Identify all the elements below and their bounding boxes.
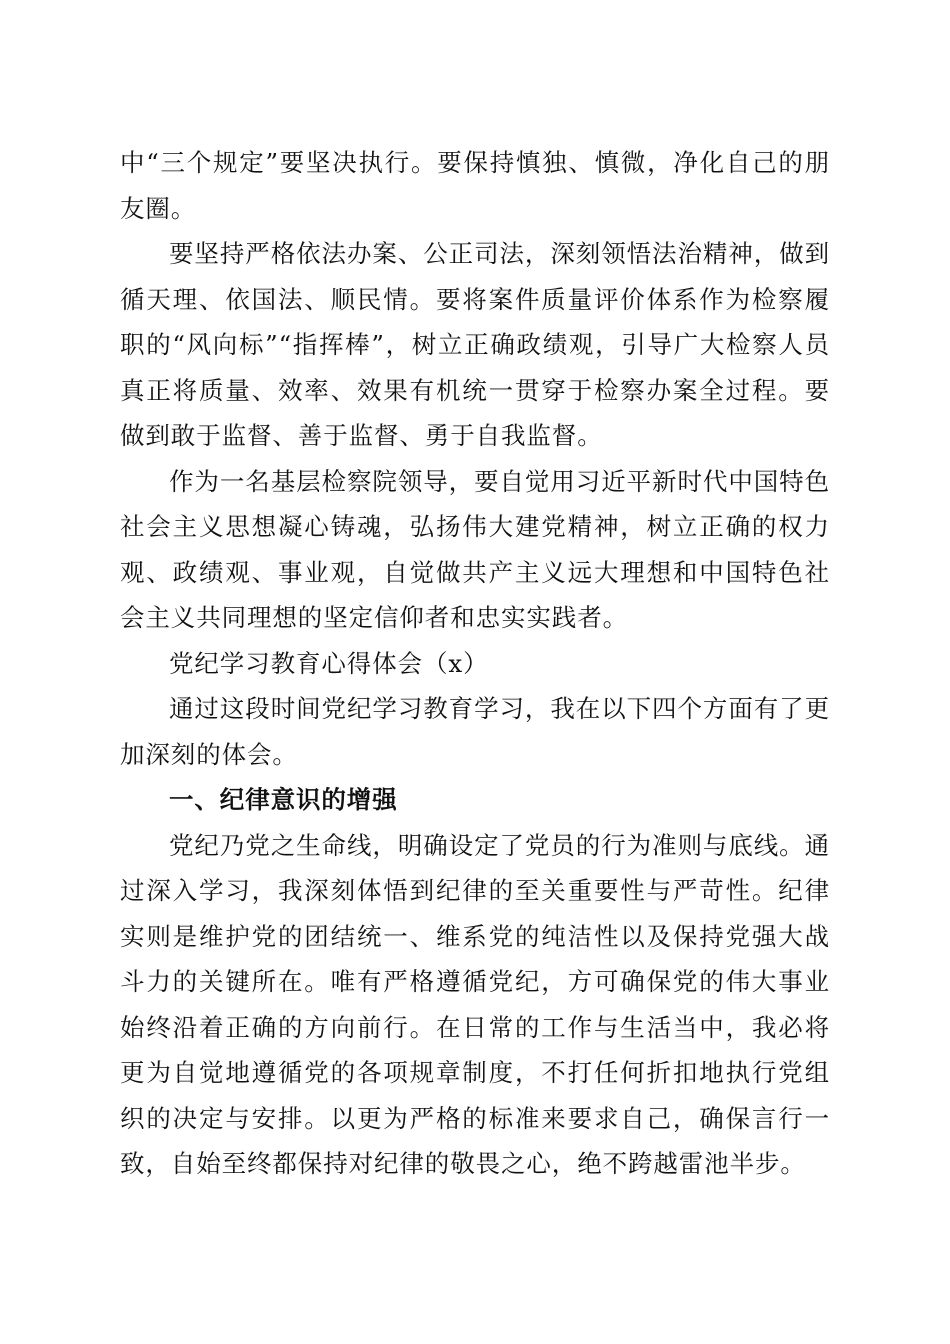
- paragraph-continuation: 中“三个规定”要坚决执行。要保持慎独、慎微，净化自己的朋友圈。: [120, 148, 830, 223]
- paragraph-intro: 通过这段时间党纪学习教育学习，我在以下四个方面有了更加深刻的体会。: [120, 694, 830, 769]
- paragraph-leadership: 作为一名基层检察院领导，要自觉用习近平新时代中国特色社会主义思想凝心铸魂，弘扬伟大建党精神，树立正确的权力观、政绩观、事业观，自觉做共产主义远大理想和中国特色社会主义共同理想的坚定信仰者和忠实实践者。: [120, 466, 830, 632]
- paragraph-discipline: 党纪乃党之生命线，明确设定了党员的行为准则与底线。通过深入学习，我深刻体悟到纪律的至关重要性与严苛性。纪律实则是维护党的团结统一、维系党的纯洁性以及保持党强大战斗力的关键所在。唯有严格遵循党纪，方可确保党的伟大事业始终沿着正确的方向前行。在日常的工作与生活当中，我必将更为自觉地遵循党的各项规章制度，不打任何折扣地执行党组织的决定与安排。以更为严格的标准来要求自己，确保言行一致，自始至终都保持对纪律的敬畏之心，绝不跨越雷池半步。: [120, 830, 830, 1178]
- paragraph-legal-practice: 要坚持严格依法办案、公正司法，深刻领悟法治精神，做到循天理、依国法、顺民情。要将案件质量评价体系作为检察履职的“风向标”“指挥棒”，树立正确政绩观，引导广大检察人员真正将质量、效率、效果有机统一贯穿于检察办案全过程。要做到敢于监督、善于监督、勇于自我监督。: [120, 239, 830, 450]
- document-subtitle: 党纪学习教育心得体会（x）: [169, 648, 489, 678]
- section-heading-1: 一、纪律意识的增强: [169, 785, 398, 814]
- document-body: [120, 140, 830, 1187]
